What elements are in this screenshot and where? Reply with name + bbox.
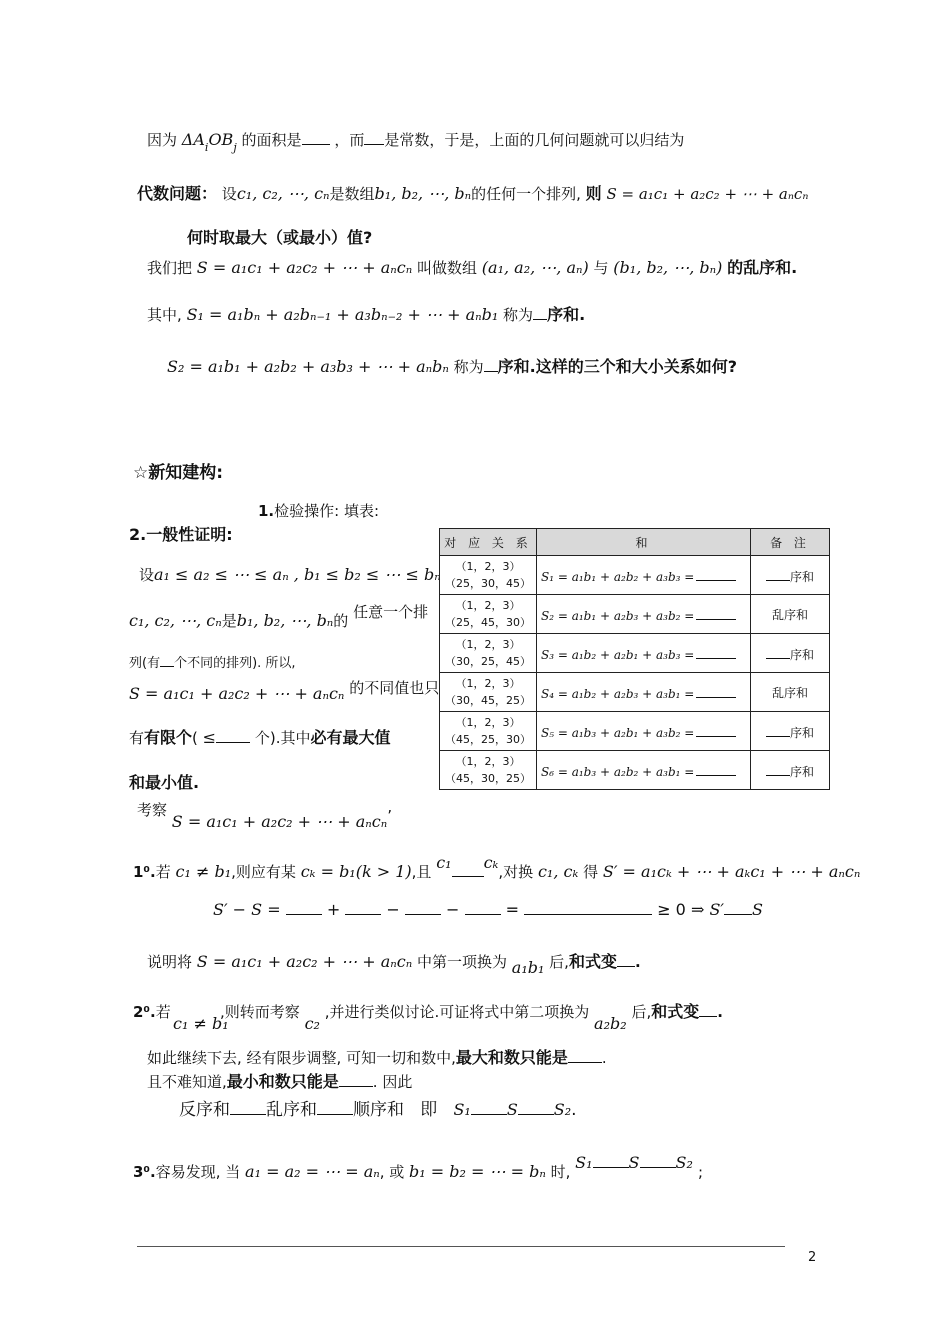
text: 与 [593, 259, 609, 277]
p1-equation [213, 900, 763, 920]
math: c₂ [304, 1014, 320, 1033]
math: cₖ = b₁(k > 1) [300, 862, 412, 881]
pair-values: （45，25，30） [445, 733, 531, 746]
text: 必有最大值 [310, 728, 391, 747]
math: S′ − S = [213, 900, 281, 919]
text: 设 [221, 185, 237, 203]
math: a₁ ≤ a₂ ≤ ⋯ ≤ aₙ , b₁ ≤ b₂ ≤ ⋯ ≤ bₙ [154, 565, 441, 584]
intro-line-1 [147, 130, 684, 158]
blank[interactable] [339, 1072, 373, 1087]
text: 如此继续下去, 经有限步调整, 可知一切和数中, [147, 1049, 456, 1067]
blank[interactable] [471, 1100, 507, 1115]
text: 是 [221, 612, 237, 630]
blank[interactable] [484, 357, 498, 372]
math: S₁ [575, 1153, 593, 1172]
pair-index: （1，2，3） [455, 560, 521, 573]
p2-line [133, 1002, 171, 1022]
formula-cell [537, 634, 751, 673]
math: a₁b₁ [511, 958, 545, 977]
note-blank[interactable] [766, 722, 790, 737]
blank[interactable] [286, 900, 322, 915]
text: 则 [585, 184, 602, 203]
blank[interactable] [465, 900, 501, 915]
answer-blank[interactable] [696, 722, 736, 737]
p2-line-rest [220, 1002, 723, 1033]
note-blank[interactable] [766, 644, 790, 659]
text: 的任何一个排列, [471, 185, 581, 203]
blank[interactable] [317, 1100, 353, 1115]
random-sum-line [147, 258, 797, 278]
blank[interactable] [524, 900, 652, 915]
blank[interactable] [699, 1002, 717, 1017]
algebra-line [137, 184, 808, 204]
text: 的面积是 [241, 131, 302, 149]
blank[interactable] [533, 305, 547, 320]
proof-line-2 [129, 603, 429, 631]
p2-cont1 [147, 1048, 607, 1068]
text: 新知建构: [148, 463, 224, 483]
text: 得 [583, 863, 599, 881]
note: 乱序和 [771, 685, 808, 700]
math: a₂b₂ [594, 1014, 627, 1033]
blank[interactable] [302, 130, 330, 145]
header-cell: 对 应 关 系 [440, 529, 537, 556]
table-header [440, 529, 830, 556]
formula: S₁ = a₁b₁ + a₂b₂ + a₃b₃ = [541, 570, 695, 584]
text: 容易发现, 当 [155, 1163, 241, 1181]
text: ,对换 [498, 863, 534, 881]
pair-values: （30，45，25） [445, 694, 531, 707]
text: ; [697, 1163, 704, 1181]
text: 且不难知道, [147, 1073, 227, 1091]
answer-blank[interactable] [696, 605, 736, 620]
note: 序和 [789, 647, 814, 662]
text: . [571, 1100, 577, 1120]
blank[interactable] [568, 1048, 602, 1063]
formula: S₃ = a₁b₂ + a₂b₁ + a₃b₃ = [541, 648, 695, 662]
text: 乱序和 [266, 1100, 317, 1120]
math-sub: i [204, 141, 209, 154]
step2: 2.一般性证明: [129, 525, 233, 544]
blank[interactable] [724, 900, 752, 915]
math: S = a₁c₁ + a₂c₂ + ⋯ + aₙcₙ [606, 185, 809, 203]
page-number: 2 [808, 1250, 817, 1265]
proof-line-1 [139, 565, 441, 585]
text: 后, [549, 953, 569, 971]
math: b₁, b₂, ⋯, bₙ [236, 611, 334, 630]
math: ⇒ S′ [690, 900, 725, 919]
p1-line [133, 853, 861, 882]
note-cell [751, 673, 830, 712]
pair-index: （1，2，3） [455, 638, 521, 651]
math-OB: OB [208, 130, 234, 149]
s2-line [167, 357, 737, 377]
math: S₂ [553, 1100, 572, 1119]
math: c₁, c₂, ⋯, cₙ [236, 184, 330, 203]
formula-cell [537, 751, 751, 790]
pair-index: （1，2，3） [455, 677, 521, 690]
pair-index: （1，2，3） [455, 716, 521, 729]
formula-cell [537, 556, 751, 595]
answer-blank[interactable] [696, 644, 736, 659]
text: ,且 [411, 863, 432, 881]
pair-cell [440, 751, 537, 790]
table-row [440, 556, 830, 595]
text: 设 [139, 566, 155, 584]
text: 列(有 [129, 656, 161, 671]
formula-cell [537, 595, 751, 634]
formula: S₂ = a₁b₁ + a₂b₃ + a₃b₂ = [541, 609, 695, 623]
note: 乱序和 [771, 607, 808, 622]
pair-cell [440, 556, 537, 595]
answer-blank[interactable] [696, 566, 736, 581]
step1 [258, 501, 379, 521]
math: (a₁, a₂, ⋯, aₙ) [481, 258, 589, 277]
blank[interactable] [640, 1153, 676, 1168]
text: ≥ 0 [657, 900, 686, 919]
math: S₁ [453, 1100, 471, 1119]
pair-values: （25，30，45） [445, 577, 531, 590]
p1-explain [147, 952, 641, 977]
math-sub: j [233, 141, 237, 154]
text: 任意一个排 [353, 603, 429, 621]
note: 序和 [789, 569, 814, 584]
p2-cont2 [147, 1072, 412, 1092]
math: c₁ [436, 853, 452, 872]
pair-values: （45，30，25） [445, 772, 531, 785]
note-cell [751, 595, 830, 634]
text: 2⁰. [133, 1003, 156, 1021]
math: S [506, 1100, 518, 1119]
text: 即 [420, 1100, 438, 1120]
text: 有 [129, 729, 145, 747]
text: 时, [550, 1163, 571, 1181]
text: 3⁰. [133, 1163, 156, 1181]
text: 序和.这样的三个和大小关系如何? [497, 357, 738, 376]
header-cell: 备 注 [751, 529, 830, 556]
text: 中第一项换为 [416, 953, 507, 971]
text: 的 [333, 612, 349, 630]
math: c₁ ≠ b₁ [175, 862, 232, 881]
text: 若 [155, 1003, 171, 1021]
p2-order [179, 1100, 577, 1120]
text: . 因此 [372, 1073, 413, 1091]
math: S = a₁c₁ + a₂c₂ + ⋯ + aₙcₙ [129, 684, 345, 703]
pair-index: （1，2，3） [455, 755, 521, 768]
math: cₖ [483, 853, 499, 872]
star-icon: ☆ [133, 463, 149, 483]
math: S₁ = a₁bₙ + a₂bₙ₋₁ + a₃bₙ₋₂ + ⋯ + aₙb₁ [186, 305, 499, 324]
text: − [386, 900, 400, 919]
pair-cell [440, 634, 537, 673]
table-row [440, 595, 830, 634]
math: S = a₁c₁ + a₂c₂ + ⋯ + aₙcₙ [171, 812, 388, 831]
math: S = a₁c₁ + a₂c₂ + ⋯ + aₙcₙ [196, 258, 413, 277]
text: ( [192, 729, 198, 747]
formula-cell [537, 712, 751, 751]
math: (b₁, b₂, ⋯, bₙ) [613, 258, 723, 277]
blank[interactable] [405, 900, 441, 915]
math-triangle: ΔA [181, 130, 205, 149]
math: S₂ = a₁b₁ + a₂b₂ + a₃b₃ + ⋯ + aₙbₙ [167, 357, 449, 376]
text: ’ [387, 807, 392, 825]
text: 检验操作: 填表: [274, 502, 380, 520]
note-cell [751, 751, 830, 790]
s1-line [147, 305, 585, 325]
text: 叫做数组 [416, 259, 477, 277]
text: 和式变 [651, 1002, 700, 1021]
text: 有限个 [144, 728, 193, 747]
text: 我们把 [147, 259, 193, 277]
text: . [717, 1003, 723, 1021]
math: b₁ = b₂ = ⋯ = bₙ [409, 1162, 546, 1181]
blank[interactable] [452, 862, 484, 877]
math: S [628, 1153, 640, 1172]
blank[interactable] [345, 900, 381, 915]
math: S [752, 900, 764, 919]
math: a₁ = a₂ = ⋯ = aₙ [245, 1162, 380, 1181]
math: S′ = a₁cₖ + ⋯ + aₖc₁ + ⋯ + aₙcₙ [602, 862, 861, 881]
blank[interactable] [518, 1100, 554, 1115]
text: 说明将 [147, 953, 193, 971]
blank[interactable] [216, 728, 250, 743]
footer-rule [137, 1246, 785, 1247]
question: 何时取最大（或最小）值? [187, 228, 373, 247]
note-blank[interactable] [766, 566, 790, 581]
pair-cell [440, 712, 537, 751]
note-cell [751, 712, 830, 751]
proof-line-5 [129, 728, 391, 748]
table-row [440, 634, 830, 673]
text: 序和. [547, 305, 586, 324]
math: S₂ [675, 1153, 693, 1172]
note: 序和 [789, 764, 814, 779]
note: 序和 [789, 725, 814, 740]
pair-values: （25，45，30） [445, 616, 531, 629]
proof-line-6: 和最小值. [129, 773, 200, 792]
text: 后, [631, 1003, 652, 1021]
text: ,则转而考察 [220, 1003, 300, 1021]
pair-values: （30，25，45） [445, 655, 531, 668]
text: 反序和 [179, 1100, 230, 1120]
text: , 或 [379, 1163, 405, 1181]
pair-cell [440, 673, 537, 712]
text: 的不同值也只 [349, 679, 440, 697]
text: 因为 [147, 131, 178, 149]
text: 最小和数只能是 [226, 1072, 339, 1091]
math: ≤ [202, 728, 217, 747]
blank[interactable] [230, 1100, 266, 1115]
header-cell: 和 [537, 529, 751, 556]
answer-blank[interactable] [696, 683, 736, 698]
answer-blank[interactable] [696, 761, 736, 776]
text: 称为 [453, 358, 484, 376]
formula: S₄ = a₁b₂ + a₂b₃ + a₃b₁ = [541, 687, 695, 701]
note-blank[interactable] [766, 761, 790, 776]
math: c₁, c₂, ⋯, cₙ [129, 611, 222, 630]
text: 个).其中 [254, 729, 311, 747]
text: ，而 [334, 131, 365, 149]
pair-cell [440, 595, 537, 634]
math: c₁, cₖ [537, 862, 579, 881]
table-row [440, 712, 830, 751]
text: + [326, 900, 341, 919]
text: 的乱序和. [727, 258, 798, 277]
text: 个不同的排列). 所以, [174, 656, 296, 671]
text: 考察 [137, 801, 168, 819]
p3-chain [575, 1153, 698, 1172]
table-row [440, 751, 830, 790]
text: 称为 [503, 306, 534, 324]
text: − [446, 900, 460, 919]
text: 1⁰. [133, 863, 156, 881]
note-cell [751, 634, 830, 673]
formula-cell [537, 673, 751, 712]
formula: S₆ = a₁b₃ + a₂b₂ + a₃b₁ = [541, 765, 695, 779]
text: 最大和数只能是 [455, 1048, 568, 1067]
check-table [439, 528, 830, 790]
text: 1. [258, 502, 275, 520]
text: 顺序和 [353, 1100, 404, 1120]
p3-line [133, 1153, 704, 1182]
text: = [505, 900, 519, 919]
section-title [133, 463, 223, 483]
pair-index: （1，2，3） [455, 599, 521, 612]
algebra-title: 代数问题： [137, 184, 218, 203]
math: S = a₁c₁ + a₂c₂ + ⋯ + aₙcₙ [196, 952, 413, 971]
text: 其中, [147, 306, 182, 324]
proof-line-3 [129, 652, 296, 674]
blank[interactable] [617, 952, 635, 967]
text: . [601, 1049, 607, 1067]
math: c₁ ≠ b₁ [173, 1014, 229, 1033]
text: . [634, 953, 641, 971]
math: b₁, b₂, ⋯, bₙ [374, 184, 472, 203]
blank[interactable] [364, 130, 384, 145]
text: 和式变 [568, 952, 617, 971]
text: 是常数，于是，上面的几何问题就可以归结为 [384, 131, 685, 149]
table-row [440, 673, 830, 712]
text: ,则应有某 [231, 863, 296, 881]
blank[interactable] [593, 1153, 629, 1168]
text: ,并进行类似讨论.可证将式中第二项换为 [324, 1003, 590, 1021]
consider-line [137, 801, 392, 831]
blank[interactable] [160, 652, 174, 667]
proof-line-4 [129, 679, 440, 704]
text: 是数组 [329, 185, 375, 203]
text: 若 [155, 863, 171, 881]
formula: S₅ = a₁b₃ + a₂b₁ + a₃b₂ = [541, 726, 695, 740]
note-cell [751, 556, 830, 595]
